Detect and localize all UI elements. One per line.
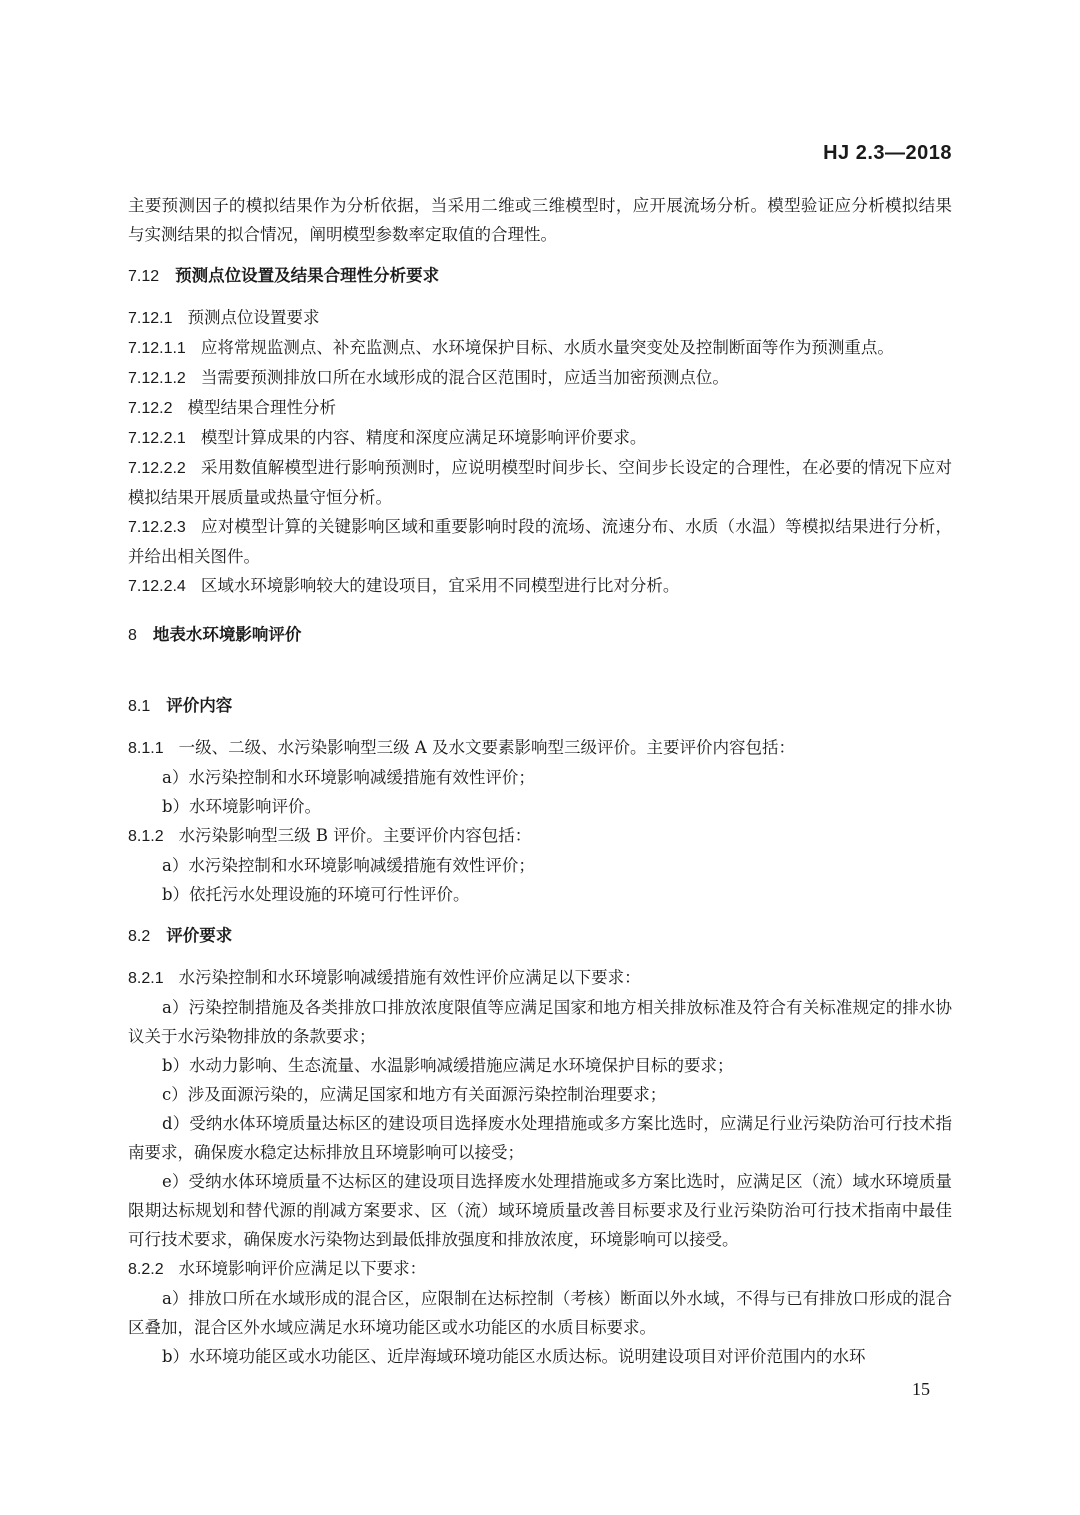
clause-8-1-1: 8.1.1 一级、二级、水污染影响型三级 A 及水文要素影响型三级评价。主要评价内容包括： [128, 738, 795, 757]
clause-8-1-1-a: a）水污染控制和水环境影响减缓措施有效性评价； [162, 768, 535, 787]
page-content [128, 191, 952, 1371]
clause-7-12-2: 7.12.2 模型结果合理性分析 [128, 398, 336, 417]
clause-7-12-1-1: 7.12.1.1 应将常规监测点、补充监测点、水环境保护目标、水质水量突变处及控制断面等作为预测重点。 [128, 338, 894, 357]
page-number: 15 [912, 1379, 930, 1399]
clause-8-2-1-a: a）污染控制措施及各类排放口排放浓度限值等应满足国家和地方相关排放标准及符合有关标准规定的排水协议关于水污染物排放的条款要求； [128, 998, 952, 1046]
clause-7-12-1: 7.12.1 预测点位设置要求 [128, 308, 320, 327]
clause-8-2-2-b: b）水环境功能区或水功能区、近岸海域环境功能区水质达标。说明建设项目对评价范围内的水环 [162, 1347, 866, 1366]
clause-7-12-2-3: 7.12.2.3 应对模型计算的关键影响区域和重要影响时段的流场、流速分布、水质（水温）等模拟结果进行分析，并给出相关图件。 [128, 517, 952, 566]
clause-8-1-2: 8.1.2 水污染影响型三级 B 评价。主要评价内容包括： [128, 826, 532, 845]
heading-7-12: 7.12 预测点位设置及结果合理性分析要求 [128, 266, 440, 285]
document-code: HJ 2.3—2018 [823, 142, 952, 164]
clause-8-1-2-a: a）水污染控制和水环境影响减缓措施有效性评价； [162, 856, 535, 875]
clause-8-1-2-b: b）依托污水处理设施的环境可行性评价。 [162, 885, 470, 904]
clause-8-2-2: 8.2.2 水环境影响评价应满足以下要求： [128, 1259, 427, 1278]
heading-8-1: 8.1 评价内容 [128, 696, 233, 715]
heading-8: 8 地表水环境影响评价 [128, 625, 302, 644]
clause-8-2-1-e: e）受纳水体环境质量不达标区的建设项目选择废水处理措施或多方案比选时，应满足区（流）域水环境质量限期达标规划和替代源的削减方案要求、区（流）域环境质量改善目标要求及行业污染防治可行技术指南中最佳可行技术要求，确保废水污染物达到最低排放强度和排放浓度，环境影响可以接受。 [128, 1172, 952, 1249]
clause-7-12-2-4: 7.12.2.4 区域水环境影响较大的建设项目，宜采用不同模型进行比对分析。 [128, 576, 680, 595]
clause-7-12-2-1: 7.12.2.1 模型计算成果的内容、精度和深度应满足环境影响评价要求。 [128, 428, 647, 447]
clause-8-2-1: 8.2.1 水污染控制和水环境影响减缓措施有效性评价应满足以下要求： [128, 968, 641, 987]
clause-7-12-2-2: 7.12.2.2 采用数值解模型进行影响预测时，应说明模型时间步长、空间步长设定的合理性，在必要的情况下应对模拟结果开展质量或热量守恒分析。 [128, 458, 952, 507]
clause-8-2-1-d: d）受纳水体环境质量达标区的建设项目选择废水处理措施或多方案比选时，应满足行业污染防治可行技术指南要求，确保废水稳定达标排放且环境影响可以接受； [128, 1114, 952, 1162]
intro-paragraph: 主要预测因子的模拟结果作为分析依据，当采用二维或三维模型时，应开展流场分析。模型验证应分析模拟结果与实测结果的拟合情况，阐明模型参数率定取值的合理性。 [128, 196, 952, 244]
clause-8-2-1-c: c）涉及面源污染的，应满足国家和地方有关面源污染控制治理要求； [162, 1085, 667, 1104]
clause-8-2-1-b: b）水动力影响、生态流量、水温影响减缓措施应满足水环境保护目标的要求； [162, 1056, 734, 1075]
clause-8-2-2-a: a）排放口所在水域形成的混合区，应限制在达标控制（考核）断面以外水域，不得与已有排放口形成的混合区叠加，混合区外水域应满足水环境功能区或水功能区的水质目标要求。 [128, 1289, 952, 1337]
clause-7-12-1-2: 7.12.1.2 当需要预测排放口所在水域形成的混合区范围时，应适当加密预测点位。 [128, 368, 729, 387]
clause-8-1-1-b: b）水环境影响评价。 [162, 797, 322, 816]
heading-8-2: 8.2 评价要求 [128, 926, 233, 945]
